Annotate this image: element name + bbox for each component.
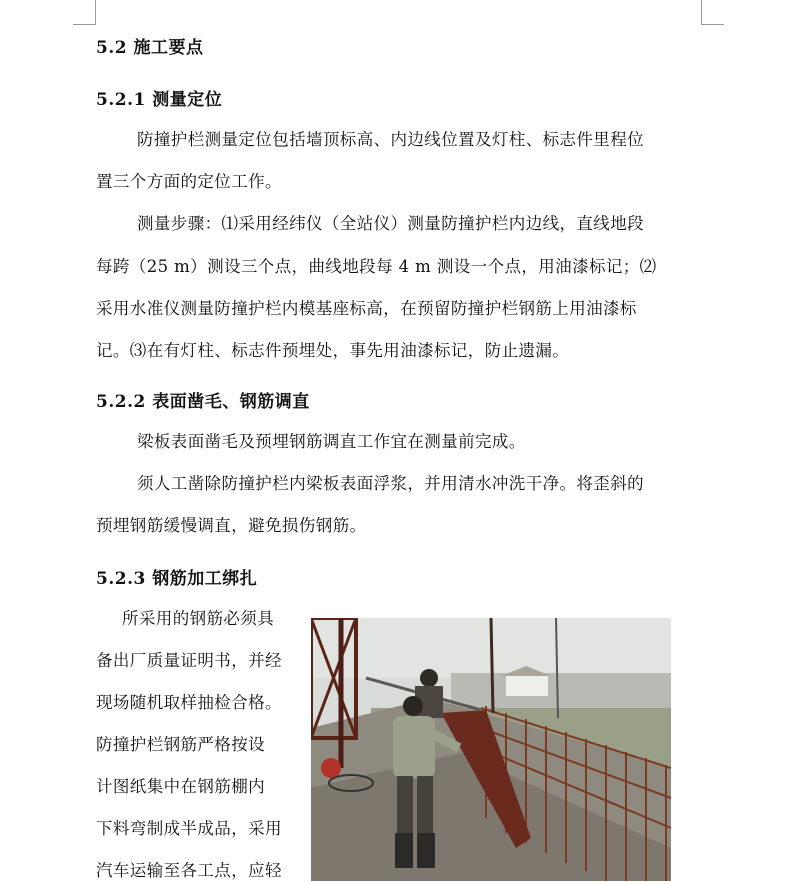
paragraph-line: 汽车运输至各工点，应轻 xyxy=(96,861,282,880)
paragraph-line: 每跨（25 m）测设三个点，曲线地段每 4 m 测设一个点，用油漆标记；⑵ xyxy=(96,257,657,276)
paragraph-line: 现场随机取样抽检合格。 xyxy=(96,693,282,712)
section-heading-5-2-3: 5.2.3 钢筋加工绑扎 xyxy=(96,569,258,589)
margin-corner-mark-right xyxy=(701,0,724,25)
paragraph-line: 测量步骤：⑴采用经纬仪（全站仪）测量防撞护栏内边线，直线地段 xyxy=(137,214,644,233)
construction-photo xyxy=(311,618,671,881)
paragraph-line: 记。⑶在有灯柱、标志件预埋处，事先用油漆标记，防止遗漏。 xyxy=(96,341,570,360)
paragraph-line: 梁板表面凿毛及预埋钢筋调直工作宜在测量前完成。 xyxy=(137,432,526,451)
paragraph-line: 防撞护栏钢筋严格按设 xyxy=(96,735,265,754)
paragraph-line: 计图纸集中在钢筋棚内 xyxy=(96,777,265,796)
section-heading-5-2-2: 5.2.2 表面凿毛、钢筋调直 xyxy=(96,392,310,412)
paragraph-line: 采用水准仪测量防撞护栏内模基座标高，在预留防撞护栏钢筋上用油漆标 xyxy=(96,299,637,318)
section-heading-5-2: 5.2 施工要点 xyxy=(96,38,204,58)
paragraph-line: 须人工凿除防撞护栏内梁板表面浮浆，并用清水冲洗干净。将歪斜的 xyxy=(137,474,644,493)
paragraph-line: 防撞护栏测量定位包括墙顶标高、内边线位置及灯柱、标志件里程位 xyxy=(137,130,644,149)
paragraph-line: 预埋钢筋缓慢调直，避免损伤钢筋。 xyxy=(96,516,367,535)
section-heading-5-2-1: 5.2.1 测量定位 xyxy=(96,90,223,110)
margin-corner-mark-left xyxy=(73,0,96,25)
construction-photo-illustration xyxy=(311,618,671,881)
paragraph-line: 所采用的钢筋必须具 xyxy=(122,609,275,628)
paragraph-line: 备出厂质量证明书，并经 xyxy=(96,651,282,670)
paragraph-line: 下料弯制成半成品，采用 xyxy=(96,819,282,838)
paragraph-line: 置三个方面的定位工作。 xyxy=(96,172,282,191)
